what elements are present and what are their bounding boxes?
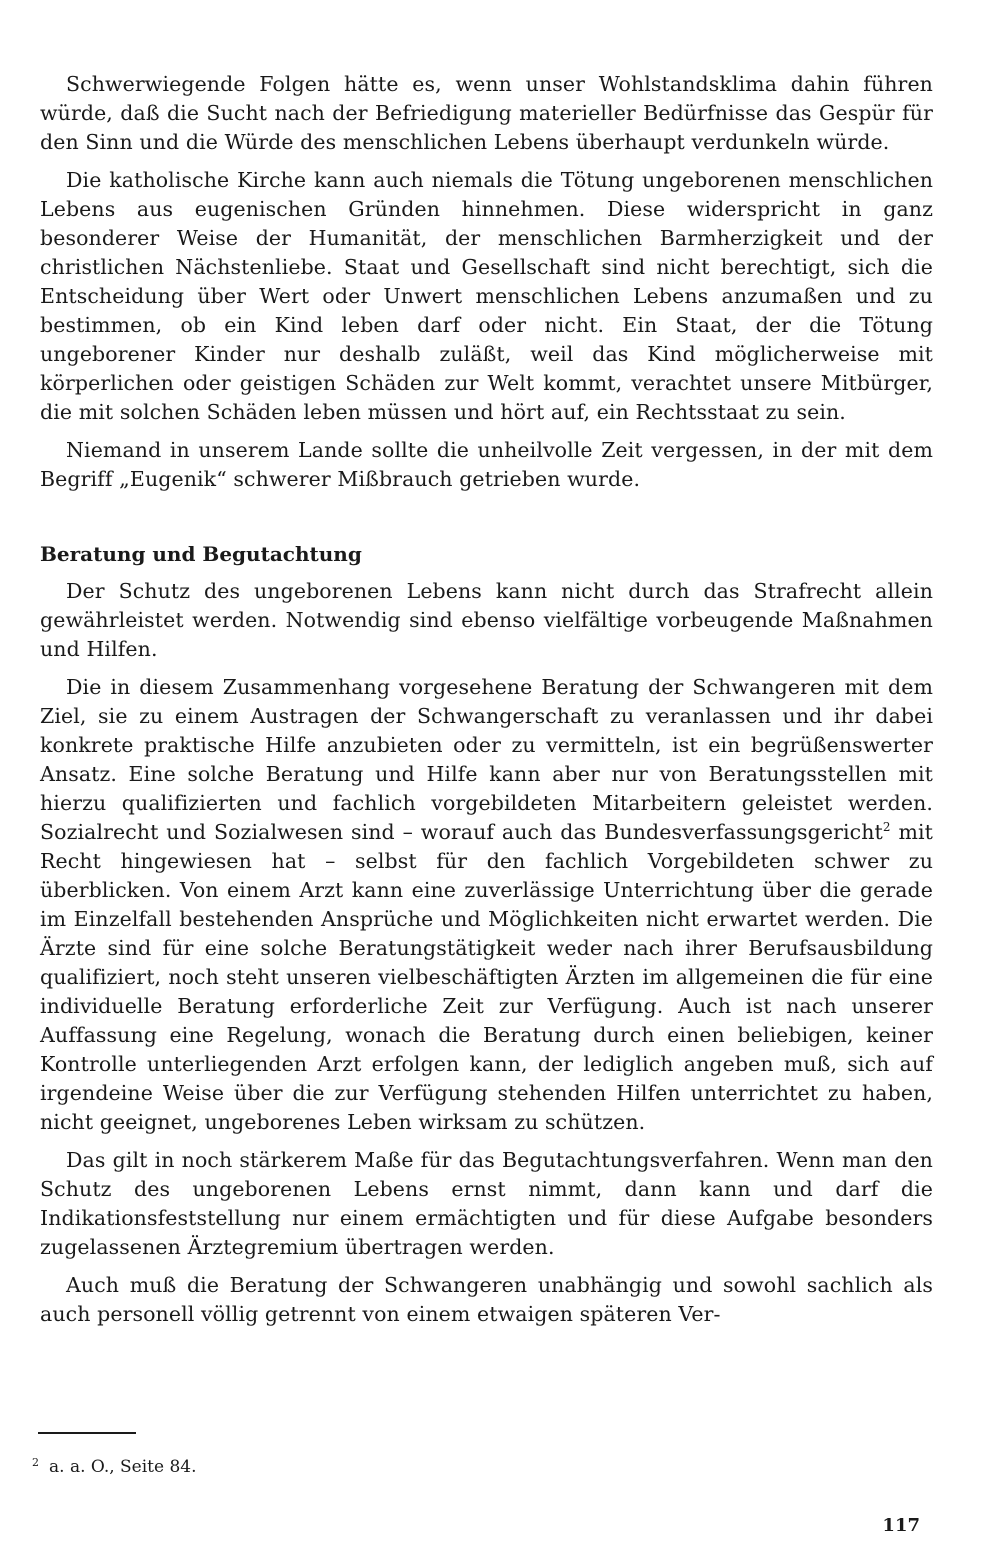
footnote-mark: 2 [32, 1456, 39, 1469]
paragraph-5-text-b: mit Recht hingewiesen hat – selbst für den fachlich Vorgebildeten schwer zu überblicken. Von einem Arzt kann eine zuverlässige Unterrichtung über die gerade im Einzelfall bestehenden Ansprüche und Möglichkeiten nicht erwartet werden. Die Ärzte sind für eine solche Beratungstätigkeit weder nach ihrer Berufsausbildung qualifiziert, noch steht unseren vielbeschäftigten Ärzten im allgemeinen die für eine individuelle Beratung erforderliche Zeit zur Verfügung. Auch ist nach unserer Auffassung eine Regelung, wonach die Beratung durch einen beliebigen, keiner Kontrolle unterliegenden Arzt erfolgen kann, der lediglich angeben muß, sich auf irgendeine Weise über die zur Verfügung stehenden Hilfen unterrichtet zu haben, nicht geeignet, ungeborenes Leben wirksam zu schützen. [40, 820, 933, 1134]
paragraph-4: Der Schutz des ungeborenen Lebens kann nicht durch das Strafrecht allein gewährleistet werden. Notwendig sind ebenso vielfältige vorbeugende Maßnahmen und Hilfen. [40, 579, 933, 661]
footnote-text: a. a. O., Seite 84. [49, 1457, 197, 1477]
footnote-divider [38, 1432, 136, 1434]
paragraph-3: Niemand in unserem Lande sollte die unheilvolle Zeit vergessen, in der mit dem Begriff „Eugenik“ schwerer Mißbrauch getrieben wurde. [40, 438, 933, 491]
page-number: 117 [882, 1515, 920, 1536]
paragraph-7: Auch muß die Beratung der Schwangeren unabhängig und sowohl sachlich als auch personell völlig getrennt von einem etwaigen späteren Ver- [40, 1273, 933, 1326]
paragraph-6: Das gilt in noch stärkerem Maße für das Begutachtungsverfahren. Wenn man den Schutz des ungeborenen Lebens ernst nimmt, dann kann und darf die Indikationsfeststellung nur einem ermächtigten und für diese Aufgabe besonders zugelassenen Ärztegremium übertragen werden. [40, 1148, 933, 1259]
footnote [32, 1452, 197, 1478]
section-heading: Beratung und Begutachtung [40, 542, 362, 566]
paragraph-5 [40, 673, 933, 1137]
paragraph-1: Schwerwiegende Folgen hätte es, wenn unser Wohlstandsklima dahin führen würde, daß die Sucht nach der Befriedigung materieller Bedürfnisse das Gespür für den Sinn und die Würde des menschlichen Lebens überhaupt verdunkeln würde. [40, 72, 933, 154]
footnote-reference: 2 [882, 820, 891, 834]
paragraph-5-text-a: Die in diesem Zusammenhang vorgesehene Beratung der Schwangeren mit dem Ziel, sie zu einem Austragen der Schwangerschaft zu veranlassen und ihr dabei konkrete praktische Hilfe anzubieten oder zu vermitteln, ist ein begrüßenswerter Ansatz. Eine solche Beratung und Hilfe kann aber nur von Beratungsstellen mit hierzu qualifizierten und fachlich vorgebildeten Mitarbeitern geleistet werden. Sozialrecht und Sozialwesen sind – worauf auch das Bundesverfassungsgericht [40, 675, 933, 844]
paragraph-2: Die katholische Kirche kann auch niemals die Tötung ungeborenen menschlichen Lebens aus eugenischen Gründen hinnehmen. Diese widerspricht in ganz besonderer Weise der Humanität, der menschlichen Barmherzigkeit und der christlichen Nächstenliebe. Staat und Gesellschaft sind nicht berechtigt, sich die Entscheidung über Wert oder Unwert menschlichen Lebens anzumaßen und zu bestimmen, ob ein Kind leben darf oder nicht. Ein Staat, der die Tötung ungeborener Kinder nur deshalb zuläßt, weil das Kind möglicherweise mit körperlichen oder geistigen Schäden zur Welt kommt, verachtet unsere Mitbürger, die mit solchen Schäden leben müssen und hört auf, ein Rechtsstaat zu sein. [40, 168, 933, 424]
page-body [40, 70, 933, 1338]
